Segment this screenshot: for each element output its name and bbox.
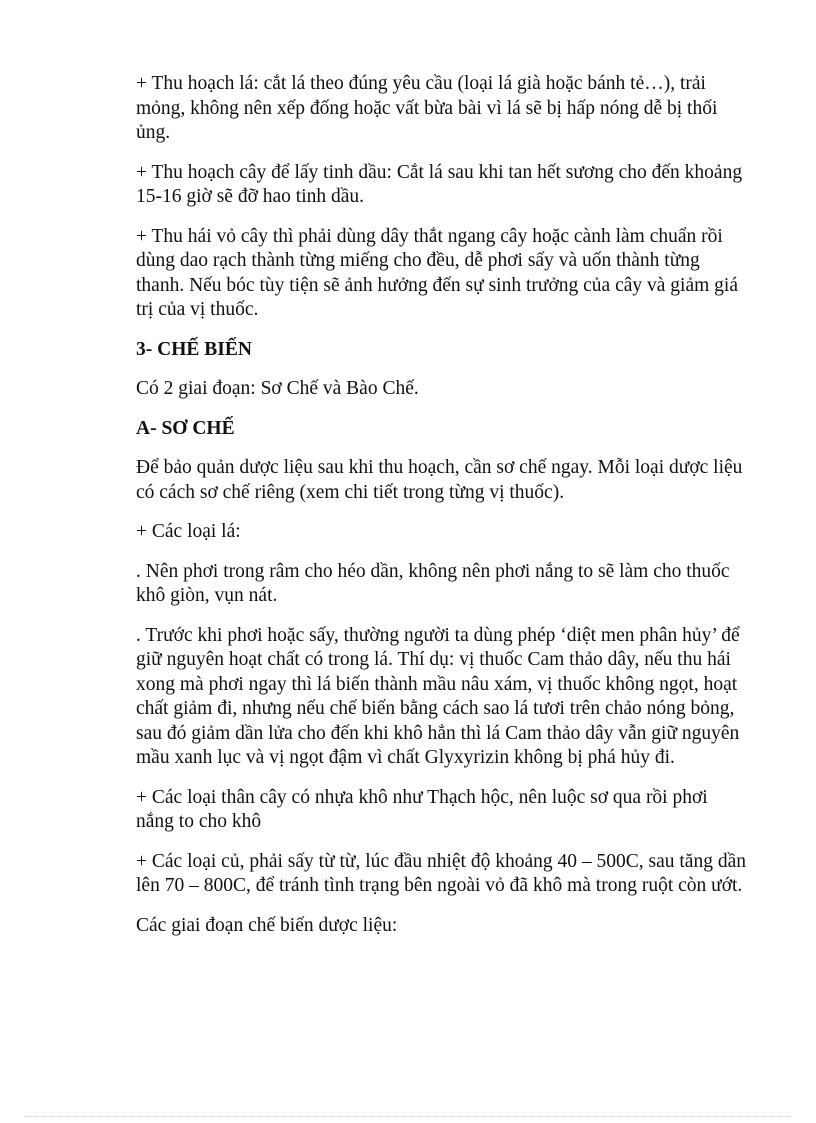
- paragraph-harvest-essential-oil: + Thu hoạch cây để lấy tinh dầu: Cắt lá sau khi tan hết sương cho đến khoảng 15-16 giờ sẽ đỡ hao tinh dầu.: [136, 161, 743, 207]
- paragraph-two-stages: Có 2 giai đoạn: Sơ Chế và Bào Chế.: [136, 378, 419, 399]
- paragraph-enzyme-inactivation: . Trước khi phơi hoặc sấy, thường người ta dùng phép ‘diệt men phân hủy’ để giữ nguyên hoạt chất có trong lá. Thí dụ: vị thuốc Cam thảo dây, nếu thu hái xong mà phơi ngay thì lá biến thành mầu nâu xám, vị thuốc không ngọt, hoạt chất giảm đi, nhưng nếu chế biến bằng cách sao lá tươi trên chảo nóng bỏng, sau đó giảm dần lửa cho đến khi khô hẳn thì lá Cam thảo dây vẫn giữ nguyên mầu xanh lục và vị ngọt đậm vì chất Glyxyrizin không bị phá hủy đi.: [136, 624, 740, 768]
- section-heading-processing: 3- CHẾ BIẾN: [136, 338, 252, 360]
- paragraph-shade-drying: . Nên phơi trong râm cho héo dần, không nên phơi nắng to sẽ làm cho thuốc khô giòn, vụn nát.: [136, 560, 730, 606]
- document-page: [136, 72, 746, 953]
- paragraph-harvest-bark: + Thu hái vỏ cây thì phải dùng dây thắt ngang cây hoặc cành làm chuẩn rồi dùng dao rạch thành từng miếng cho đều, dễ phơi sấy và uốn thành từng thanh. Nếu bóc tùy tiện sẽ ảnh hưởng đến sự sinh trưởng của cây và giảm giá trị của vị thuốc.: [136, 225, 738, 320]
- paragraph-harvest-leaves: + Thu hoạch lá: cắt lá theo đúng yêu cầu (loại lá già hoặc bánh tẻ…), trải mỏng, không nên xếp đống hoặc vất bừa bài vì lá sẽ bị hấp nóng dễ bị thối ủng.: [136, 73, 718, 143]
- page-bottom-divider: [24, 1116, 792, 1117]
- paragraph-leaf-types: + Các loại lá:: [136, 521, 241, 542]
- paragraph-processing-stages: Các giai đoạn chế biến dược liệu:: [136, 914, 398, 936]
- paragraph-preservation: Để bảo quản dược liệu sau khi thu hoạch, cần sơ chế ngay. Mỗi loại dược liệu có cách sơ chế riêng (xem chi tiết trong từng vị thuốc).: [136, 457, 743, 503]
- paragraph-resinous-stems: + Các loại thân cây có nhựa khô như Thạch hộc, nên luộc sơ qua rồi phơi nắng to cho khô: [136, 786, 708, 832]
- paragraph-tubers-drying: + Các loại củ, phải sấy từ từ, lúc đầu nhiệt độ khoảng 40 – 500C, sau tăng dần lên 70 – 800C, để tránh tình trạng bên ngoài vỏ đã khô mà trong ruột còn ướt.: [136, 850, 746, 896]
- subsection-heading-preliminary: A- SƠ CHẾ: [136, 417, 235, 439]
